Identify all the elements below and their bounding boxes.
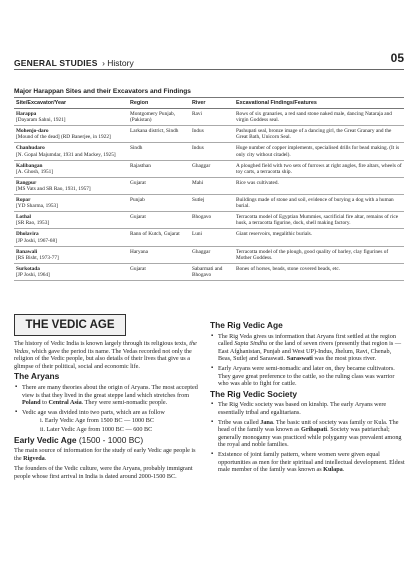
excavator-text: [SR Rao, 1953] <box>16 220 50 227</box>
region-cell: Rann of Kutch, Gujarat <box>128 229 190 246</box>
page-number: 05 <box>390 51 404 65</box>
river-cell: Ghaggar <box>190 246 234 263</box>
bullet-icon: ▪ <box>211 418 214 425</box>
bullet-icon: ▪ <box>15 383 18 390</box>
paragraph: The main source of information for the study of early Vedic age people is the Rigveda. <box>14 447 196 462</box>
findings-cell: Terracotta model of Egyptian Mummies, sacrificial fire altar, remains of rice husk, a terracotta figurine, dock, shell making factory. <box>234 212 404 229</box>
region-cell: Sindh <box>128 143 190 160</box>
region-cell: Gujarat <box>128 263 190 280</box>
table-row <box>14 263 404 280</box>
list-item: ▪ The Rig Veda gives us information that Aryans first settled at the region called Sapta Sindhu or the land of seven rivers (presently that region is — East Afghanistan, Punjab and West UP)-Indus, Jhelum, Ravi, Chenab, Beas, Sutlej and Saraswati. Saraswati was the most pious river. <box>211 332 402 363</box>
rig-vedic-age-heading: The Rig Vedic Age <box>210 320 283 330</box>
region-cell: Montgomery Punjab, (Pakistan) <box>128 109 190 126</box>
list-item: ▪ Vedic age was divided into two parts, which are as follow i. Early Vedic Age from 1500 BC — 1000 BC ii. Later Vedic Age from 1000 BC — 600 BC <box>14 409 200 434</box>
excavator-text: [YD Sharma, 1953] <box>16 203 58 210</box>
intro-paragraph: The history of Vedic India is known largely through its religious texts, the Vedas, which gave the period its name. The Vedas recorded not only the religion of the Vedic people, but also details of their lives that give us a glimpse of their political, social and economic life. <box>14 340 197 370</box>
site-cell <box>14 229 128 246</box>
list-item: ▪ Tribe was called Jana. The basic unit of society was family or Kula. The head of the family was known as Grihapati. Society was patriarchal; generally monogamy was practiced while polygamy was prevalent among the royal and noble families. <box>211 418 402 449</box>
list-item: ▪ The Rig Vedic society was based on kinship. The early Aryans were essentially tribal and egalitarians. <box>211 401 387 416</box>
early-vedic-heading: Early Vedic Age (1500 - 1000 BC) <box>14 434 144 445</box>
section-title: GENERAL STUDIES <box>14 58 98 68</box>
aryans-list <box>14 384 200 434</box>
site-name: Surkotada <box>16 265 40 272</box>
river-cell: Mahi <box>190 177 234 194</box>
site-cell <box>14 143 128 160</box>
river-cell: Ravi <box>190 109 234 126</box>
findings-cell: Giant reservoirs, megalithic burials. <box>234 229 404 246</box>
site-cell <box>14 212 128 229</box>
bullet-icon: ▪ <box>211 401 214 408</box>
excavator-text: [A. Ghosh, 1951] <box>16 168 54 175</box>
bullet-icon: ▪ <box>211 450 214 457</box>
chapter-title-box: THE VEDIC AGE <box>14 314 126 336</box>
region-cell: Gujarat <box>128 212 190 229</box>
bullet-icon: ▪ <box>211 364 214 371</box>
table-row <box>14 246 404 263</box>
list-item: ▪ Early Aryans were semi-nomadic and later on, they became cultivators. They gave great preference to the cattle, so the ruling class was warrior who was able to fight for cattle. <box>211 364 395 388</box>
harappan-sites-table <box>14 97 404 281</box>
list-item: ▪ Existence of joint family pattern, where women were given equal opportunities as men for their spiritual and intellectual development. Eldest male member of the family was known as Kulapa. <box>211 450 405 474</box>
aryans-heading: The Aryans <box>14 371 60 382</box>
region-cell: Larkana district, Sindh <box>128 126 190 143</box>
table-row <box>14 126 404 143</box>
findings-cell: Terracotta model of the plough, good quality of barley, clay figurines of Mother Goddess. <box>234 246 404 263</box>
river-cell: Indus <box>190 143 234 160</box>
table-body <box>14 109 404 281</box>
river-cell: Bhogavo <box>190 212 234 229</box>
findings-cell: Buildings made of stone and soil, evidence of burying a dog with a human burial. <box>234 195 404 212</box>
findings-cell: Rice was cultivated. <box>234 177 404 194</box>
excavator-text: [JP Joshi, 1964] <box>16 271 50 278</box>
table-row <box>14 160 404 177</box>
region-cell: Gujarat <box>128 177 190 194</box>
table-header-row <box>14 98 404 109</box>
findings-cell: Rows of six granaries, a red sand stone naked male, dancing Nataraja and virgin Goddess seal. <box>234 109 404 126</box>
river-cell: Ghaggar <box>190 160 234 177</box>
rig-vedic-age-list <box>210 333 406 388</box>
column-header: Site/Excavator/Year <box>14 98 128 109</box>
findings-cell: A ploughed field with two sets of furrows at right angles, fire altars, wheels of toy carts, a terracotta ship. <box>234 160 404 177</box>
right-column <box>210 319 406 476</box>
site-cell <box>14 160 128 177</box>
river-cell: Sutlej <box>190 195 234 212</box>
site-cell <box>14 177 128 194</box>
findings-cell: Bones of horses, beads, stone covered beads, etc. <box>234 263 404 280</box>
excavator-text: [Dayaram Sahni, 1921] <box>16 117 66 124</box>
bullet-icon: ▪ <box>15 408 18 415</box>
region-cell: Rajasthan <box>128 160 190 177</box>
table-row <box>14 109 404 126</box>
region-cell: Punjab <box>128 195 190 212</box>
list-item: i. Early Vedic Age from 1500 BC — 1000 BC <box>40 417 155 425</box>
bullet-icon: ▪ <box>211 332 214 339</box>
site-name: Dholavira <box>16 231 39 238</box>
column-header: Region <box>128 98 190 109</box>
table-row <box>14 177 404 194</box>
table-title: Major Harappan Sites and their Excavators and Findings <box>14 88 191 95</box>
site-name: Ropar <box>16 197 31 204</box>
site-name: Banawali <box>16 248 38 255</box>
region-cell: Haryana <box>128 246 190 263</box>
findings-cell: Pashupati seal, bronze image of a dancing girl, the Great Granary and the Great Bath, Unicorn Seal. <box>234 126 404 143</box>
excavator-text: [JP Joshi, 1967-68] <box>16 237 57 244</box>
site-cell <box>14 263 128 280</box>
table-row <box>14 229 404 246</box>
site-name: Mohenjo-daro <box>16 128 49 135</box>
page-header <box>14 53 404 67</box>
breadcrumb-current: History <box>107 58 134 68</box>
column-header: River <box>190 98 234 109</box>
river-cell: Sabarmati and Bhogavo <box>190 263 234 280</box>
river-cell: Indus <box>190 126 234 143</box>
site-cell <box>14 246 128 263</box>
site-name: Kalibangan <box>16 162 43 169</box>
site-name: Chanhudaro <box>16 145 45 152</box>
column-header: Excavational Findings/Features <box>234 98 404 109</box>
rig-vedic-society-list <box>210 401 406 473</box>
list-item: ▪ There are many theories about the origin of Aryans. The most accepted view is that they lived in the great steppe land which stretches from Poland to Central Asia. They were semi-nomadic people. <box>15 383 198 407</box>
excavator-text: [Mound of the dead] (RD Banerjee, in 1922] <box>16 134 111 141</box>
excavator-text: [MS Vats and SR Rao, 1931, 1957] <box>16 185 91 192</box>
site-cell <box>14 109 128 126</box>
site-cell <box>14 126 128 143</box>
excavator-text: [RS Bisht, 1973-77] <box>16 254 59 261</box>
rig-vedic-society-heading: The Rig Vedic Society <box>210 388 298 399</box>
table-row <box>14 212 404 229</box>
river-cell: Luni <box>190 229 234 246</box>
table-row <box>14 195 404 212</box>
paragraph: The founders of the Vedic culture, were the Aryans, probably immigrant people whose first arrival in India is dated around 2000-1500 BC. <box>14 465 193 480</box>
left-column <box>14 340 200 484</box>
breadcrumb-separator-icon: › <box>102 58 108 68</box>
findings-cell: Huge number of copper implements, specialised drills for bead making. (It is only city without citadel). <box>234 143 404 160</box>
excavator-text: [N. Gopal Majumdar, 1931 and Mackey, 1925] <box>16 151 116 158</box>
list-item: ii. Later Vedic Age from 1000 BC — 600 BC <box>40 425 153 433</box>
site-name: Rangpur <box>16 179 37 186</box>
site-cell <box>14 195 128 212</box>
header-divider <box>14 69 404 70</box>
vedic-periods-list <box>32 417 200 433</box>
table-row <box>14 143 404 160</box>
site-name: Lothal <box>16 214 32 221</box>
site-name: Harappa <box>16 111 37 118</box>
